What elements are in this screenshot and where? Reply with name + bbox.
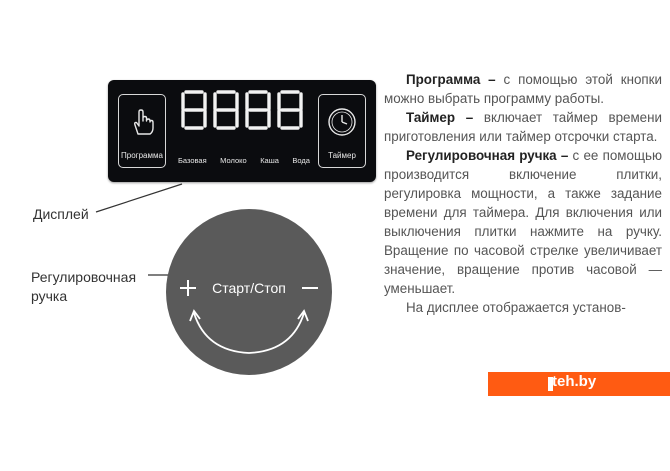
start-stop-label: Старт/Стоп — [212, 280, 286, 296]
mode-porridge: Каша — [260, 156, 279, 165]
brand-logo: teh.by — [552, 373, 597, 390]
mode-basic: Базовая — [178, 156, 207, 165]
display-label: Дисплей — [33, 206, 89, 222]
knob-label-line2: ручка — [31, 288, 68, 304]
description-text — [384, 70, 662, 317]
mode-milk: Молоко — [220, 156, 247, 165]
desc-display: На дисплее отображается установ- — [406, 300, 626, 315]
knob-label-line1: Регулировочная — [31, 269, 137, 285]
program-button-label: Программа — [121, 151, 163, 160]
desc-knob: Регулировочная ручка – с ее помощью производится включение плитки, регулировка мощности, а также задание времени для таймера. Для включения или выключения плитки нажмите на ручку. Вращение по часовой стрелке увеличивает значение, вращение против часовой — уменьшает. — [384, 148, 662, 296]
rotation-arrow-icon — [166, 209, 332, 375]
desc-program: Программа – с помощью этой кнопки можно выбрать программу работы. — [384, 72, 662, 106]
mode-water: Вода — [292, 156, 310, 165]
desc-timer: Таймер – включает таймер времени приготовления или таймер отсрочки старта. — [384, 110, 662, 144]
timer-button-label: Таймер — [328, 151, 356, 160]
knob-label — [31, 268, 136, 306]
control-knob[interactable] — [166, 209, 332, 375]
